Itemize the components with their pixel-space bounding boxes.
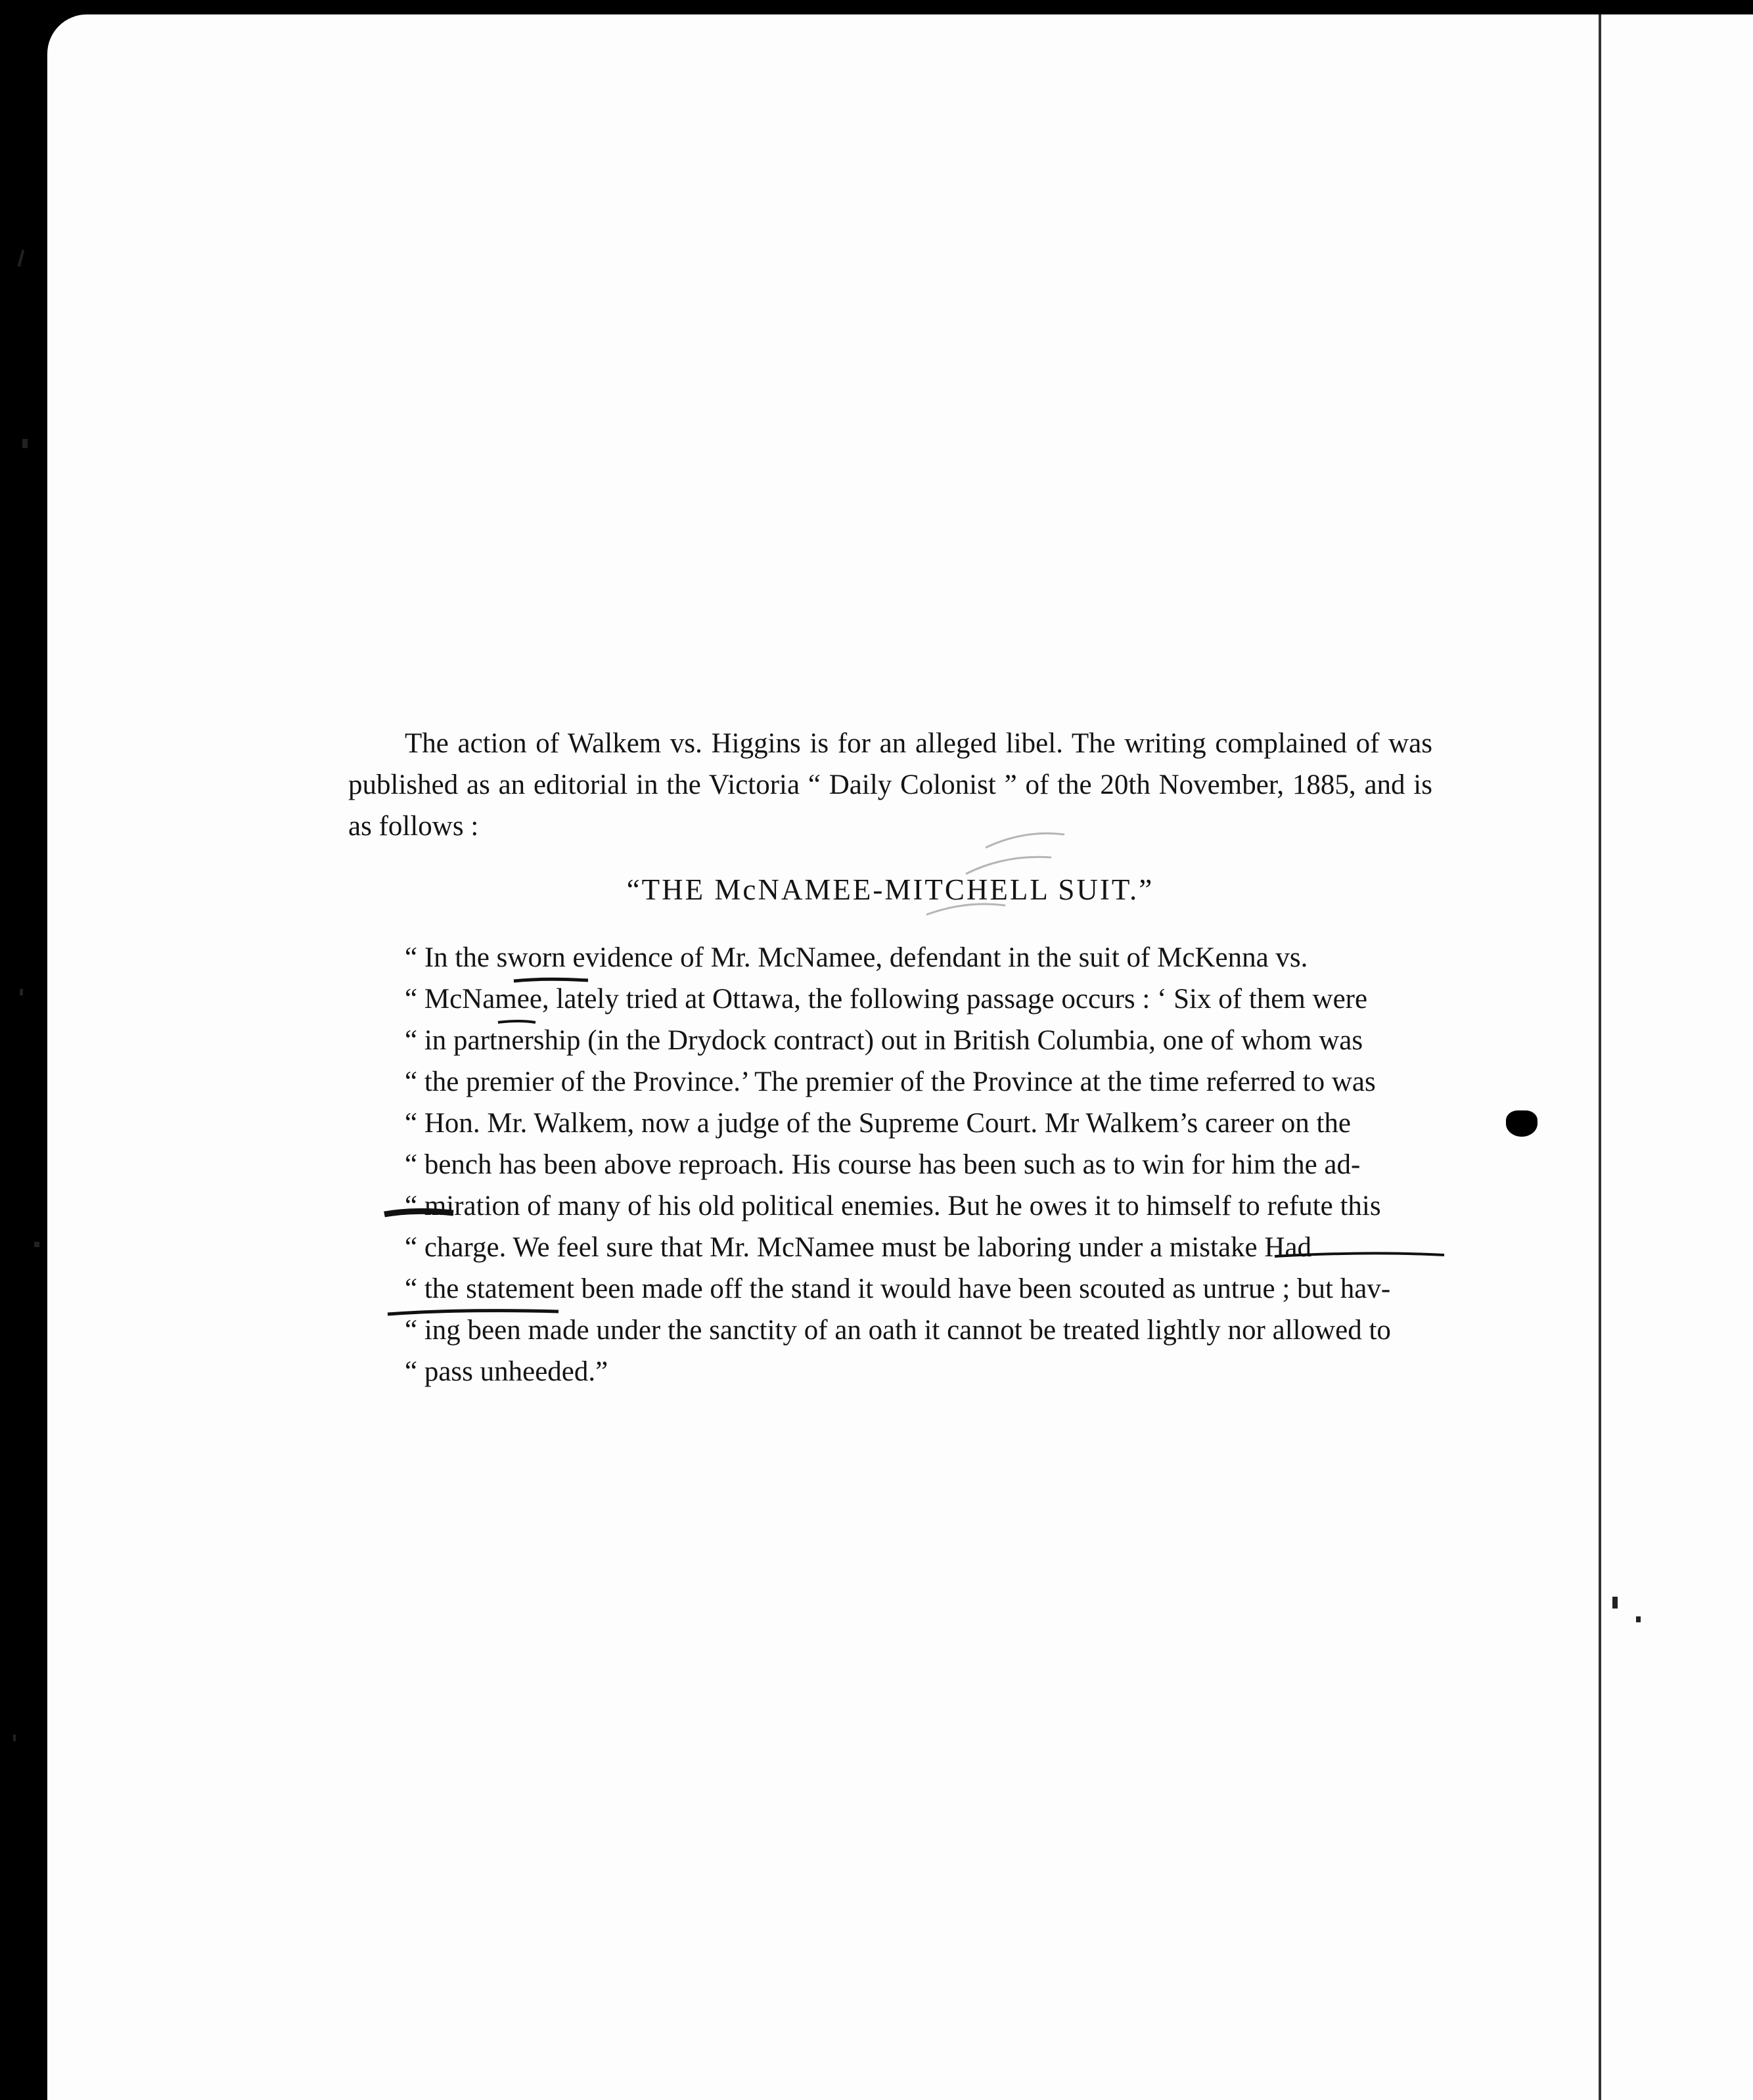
quote-line: “ charge. We feel sure that Mr. McNamee must be laboring under a mistake Had [405,1232,1312,1263]
ink-blot [1506,1110,1537,1137]
quoted-editorial [348,937,1432,1392]
scan-speck [34,1242,39,1247]
page-fold-line [1599,14,1601,2100]
quote-line: “ McNamee, lately tried at Ottawa, the following passage occurs : ‘ Six of them were [405,984,1368,1015]
scan-speck [13,1735,16,1741]
quote-line: “ bench has been above reproach. His course has been such as to win for him the ad- [405,1149,1361,1180]
scan-speck [20,989,23,995]
scan-speck [22,439,28,448]
quote-line: “ pass unheeded.” [405,1356,608,1387]
article-heading: “THE McNAMEE-MITCHELL SUIT.” [626,873,1154,906]
quote-line: “ miration of many of his old political enemies. But he owes it to himself to refute this [405,1191,1381,1221]
quote-line: “ the statement been made off the stand it would have been scouted as untrue ; but hav- [405,1273,1391,1304]
quote-line: “ ing been made under the sanctity of an oath it cannot be treated lightly nor allowed to [405,1315,1391,1346]
scan-speck [1636,1616,1641,1622]
intro-paragraph: The action of Walkem vs. Higgins is for an alleged libel. The writing complained of was published as an editorial in the Victoria “ Daily Colonist ” of the 20th November, 1885, and is as follows : [348,728,1432,842]
quote-line: “ in partnership (in the Drydock contract) out in British Columbia, one of whom was [405,1025,1363,1056]
scan-speck [1612,1597,1618,1609]
quote-line: “ the premier of the Province.’ The premier of the Province at the time referred to was [405,1066,1376,1097]
document-text [348,723,1432,1392]
quote-line: “ In the sworn evidence of Mr. McNamee, defendant in the suit of McKenna vs. [405,942,1308,973]
quote-line: “ Hon. Mr. Walkem, now a judge of the Supreme Court. Mr Walkem’s career on the [405,1108,1351,1139]
